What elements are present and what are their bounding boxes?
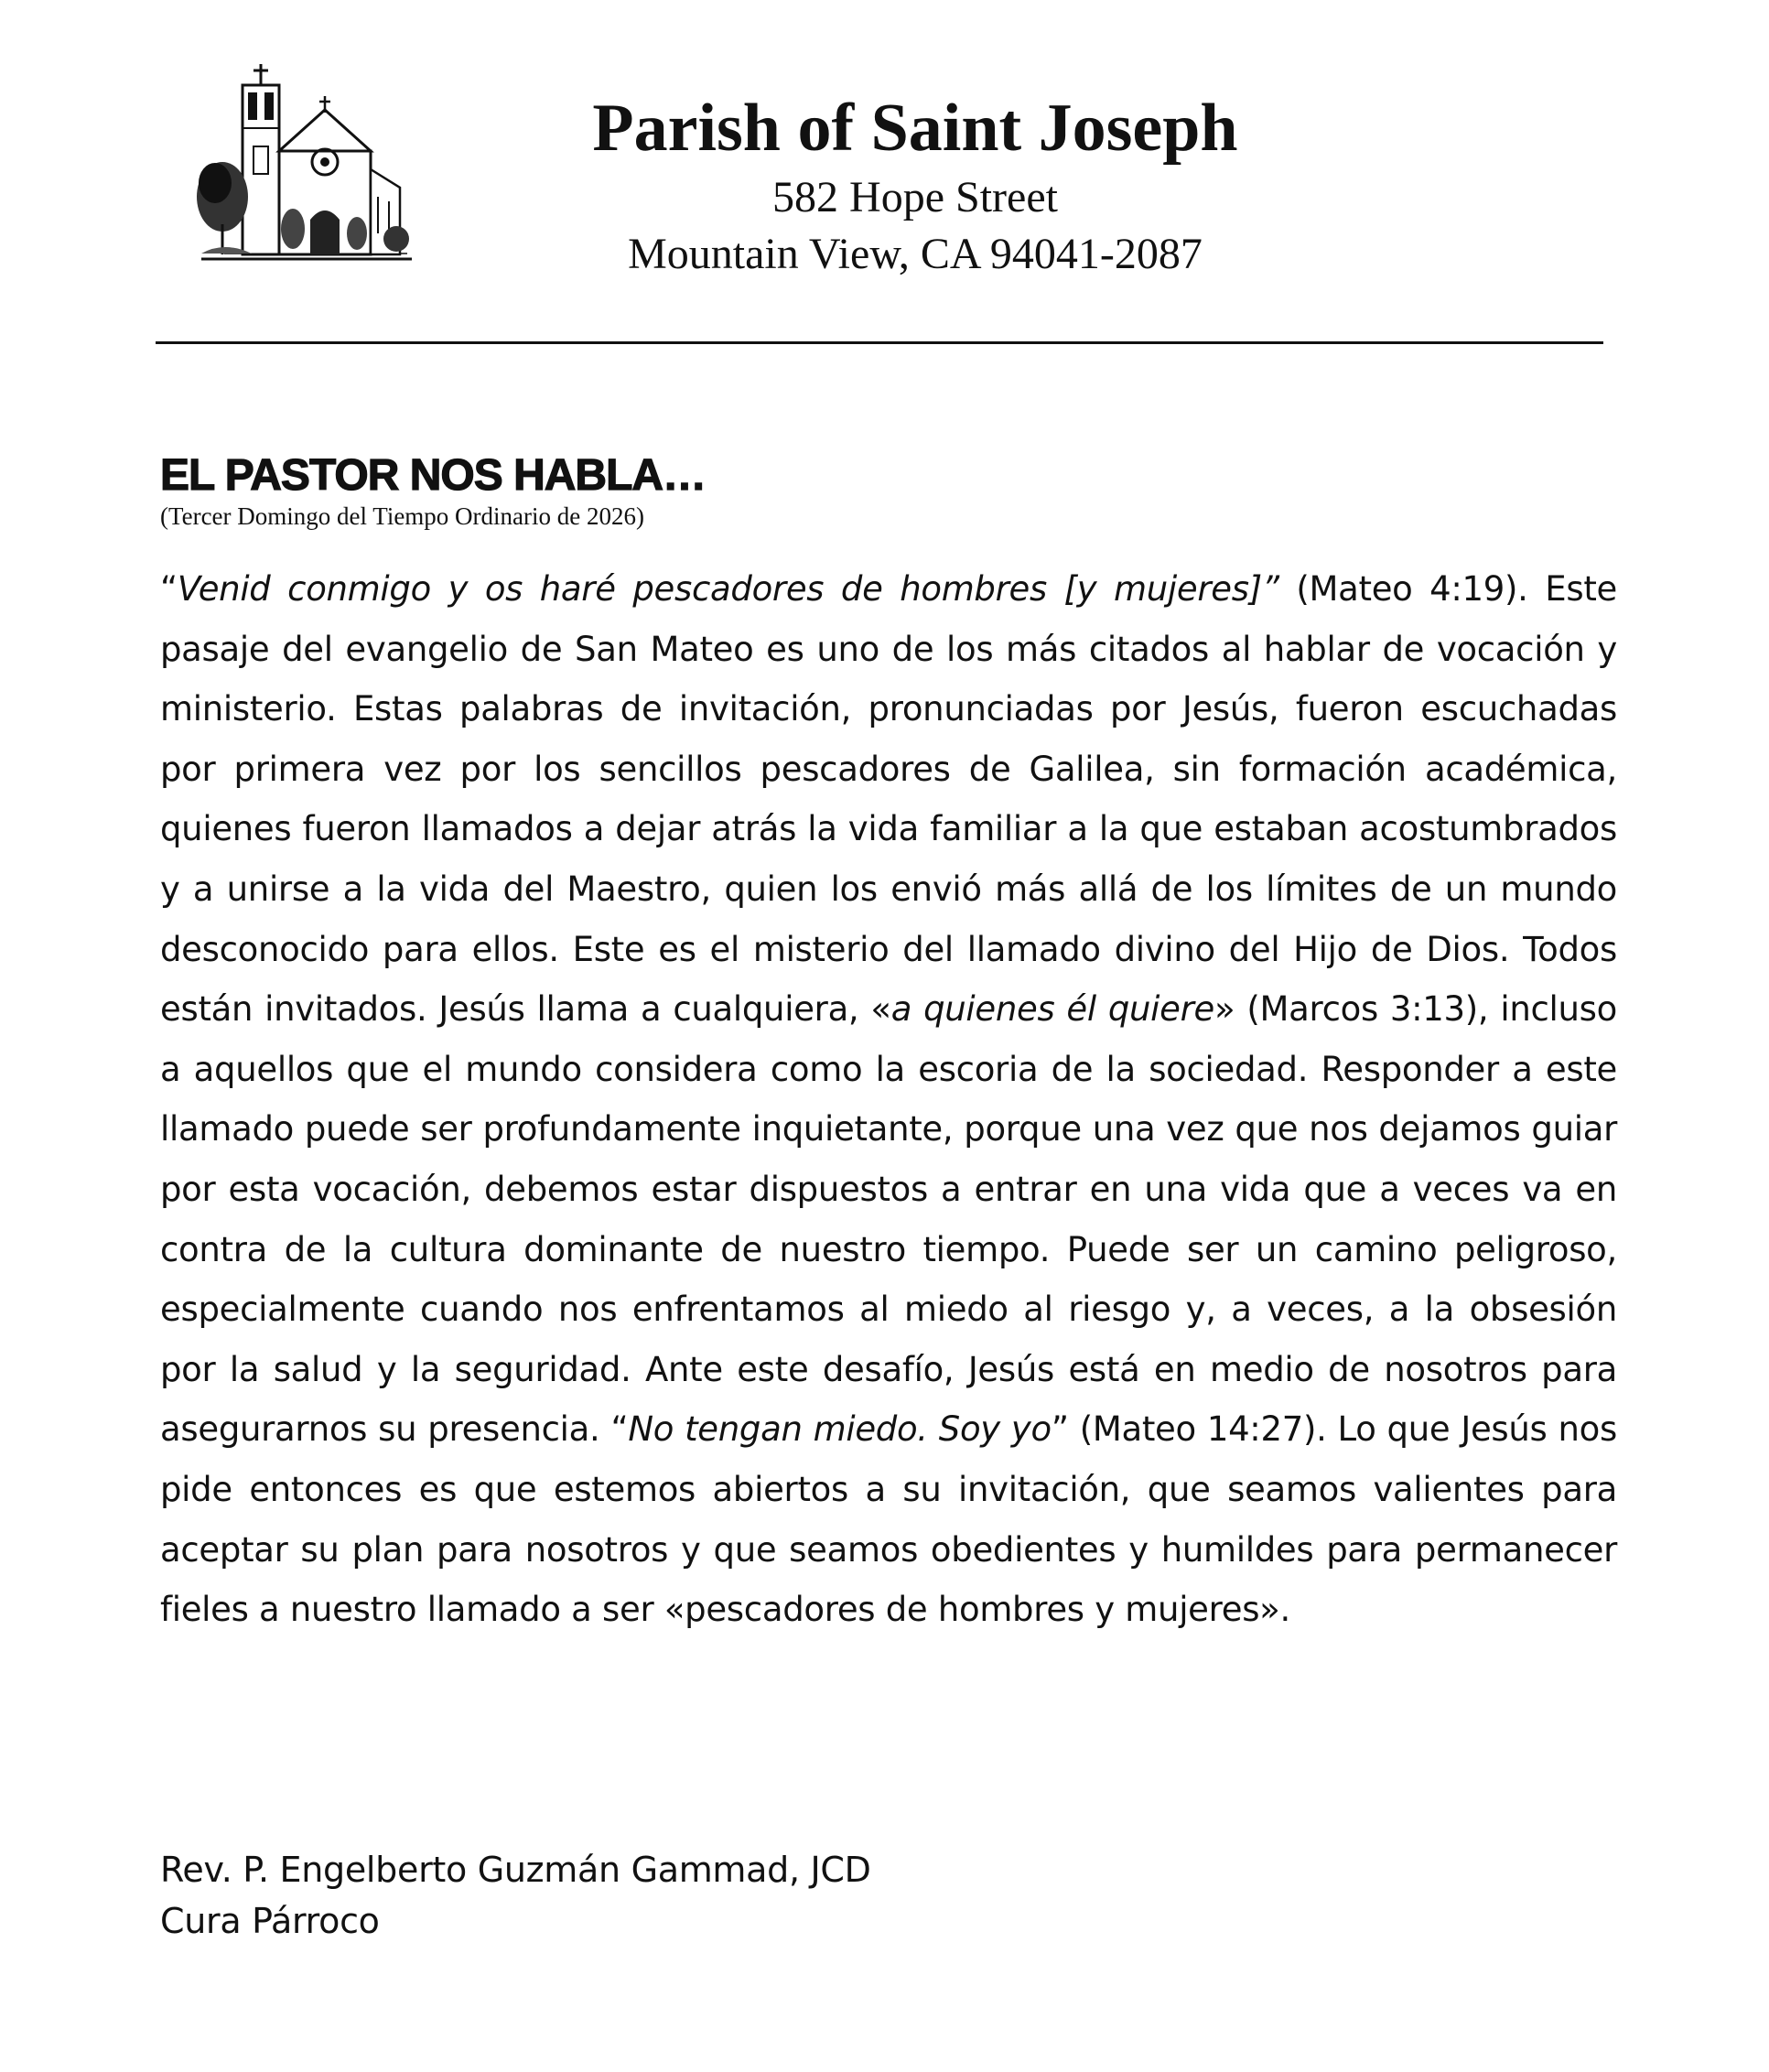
- signature-title: Cura Párroco: [160, 1901, 380, 1941]
- body-quote-mateo-14-27: No tengan miedo. Soy yo: [628, 1409, 1052, 1450]
- body-segment-2: » (Marcos 3:13), incluso a aquellos que el mundo considera como la escoria de la sociedad. Responder a este llamado puede ser profundamente inquietante, porque una vez que nos dejamos guiar por esta vocación, debemos estar dispuestos a entrar en una vida que a veces va en contra de la cultura dominante de nuestro tiempo. Puede ser un camino peligroso, especialmente cuando nos enfrentamos al miedo al riesgo y, a veces, a la obsesión por la salud y la seguridad. Ante este desafío, Jesús está en medio de nosotros para asegurarnos su presencia. “: [160, 989, 1617, 1450]
- article-subheading: (Tercer Domingo del Tiempo Ordinario de 2026): [160, 502, 645, 530]
- letterhead: [512, 87, 1318, 283]
- article-heading: EL PASTOR NOS HABLA…: [160, 451, 707, 500]
- body-segment-1: (Mateo 4:19). Este pasaje del evangelio de San Mateo es uno de los más citados al hablar de vocación y ministerio. Estas palabras de invitación, pronunciadas por Jesús, fueron escuchadas por primera vez por los sencillos pescadores de Galilea, sin formación académica, quienes fueron llamados a dejar atrás la vida familiar a la que estaban acostumbrados y a unirse a la vida del Maestro, quien los envió más allá de los límites de un mundo desconocido para ellos. Este es el misterio del llamado divino del Hijo de Dios. Todos están invitados. Jesús llama a cualquiera, «: [160, 569, 1618, 1030]
- body-quote-open: “: [160, 569, 178, 609]
- parish-name: Parish of Saint Joseph: [592, 91, 1238, 166]
- body-quote-marcos-3-13: a quienes él quiere: [890, 989, 1215, 1030]
- header-divider: [156, 341, 1603, 344]
- signature-block: [160, 1844, 871, 1947]
- address-city: Mountain View, CA 94041-2087: [628, 230, 1203, 278]
- article-body: [160, 559, 1617, 1640]
- body-quote-mateo-4-19: Venid conmigo y os haré pescadores de hombres [y mujeres]”: [177, 569, 1279, 609]
- signature-name: Rev. P. Engelberto Guzmán Gammad, JCD: [160, 1850, 871, 1890]
- body-segment-3: ” (Mateo 14:27). Lo que Jesús nos pide entonces es que estemos abiertos a su invitación, que seamos valientes para aceptar su plan para nosotros y que seamos obedientes y humildes para permanecer fieles a nuestro llamado a ser «pescadores de hombres y mujeres».: [160, 1409, 1617, 1630]
- address-street: 582 Hope Street: [772, 173, 1058, 221]
- church-icon: [188, 59, 416, 265]
